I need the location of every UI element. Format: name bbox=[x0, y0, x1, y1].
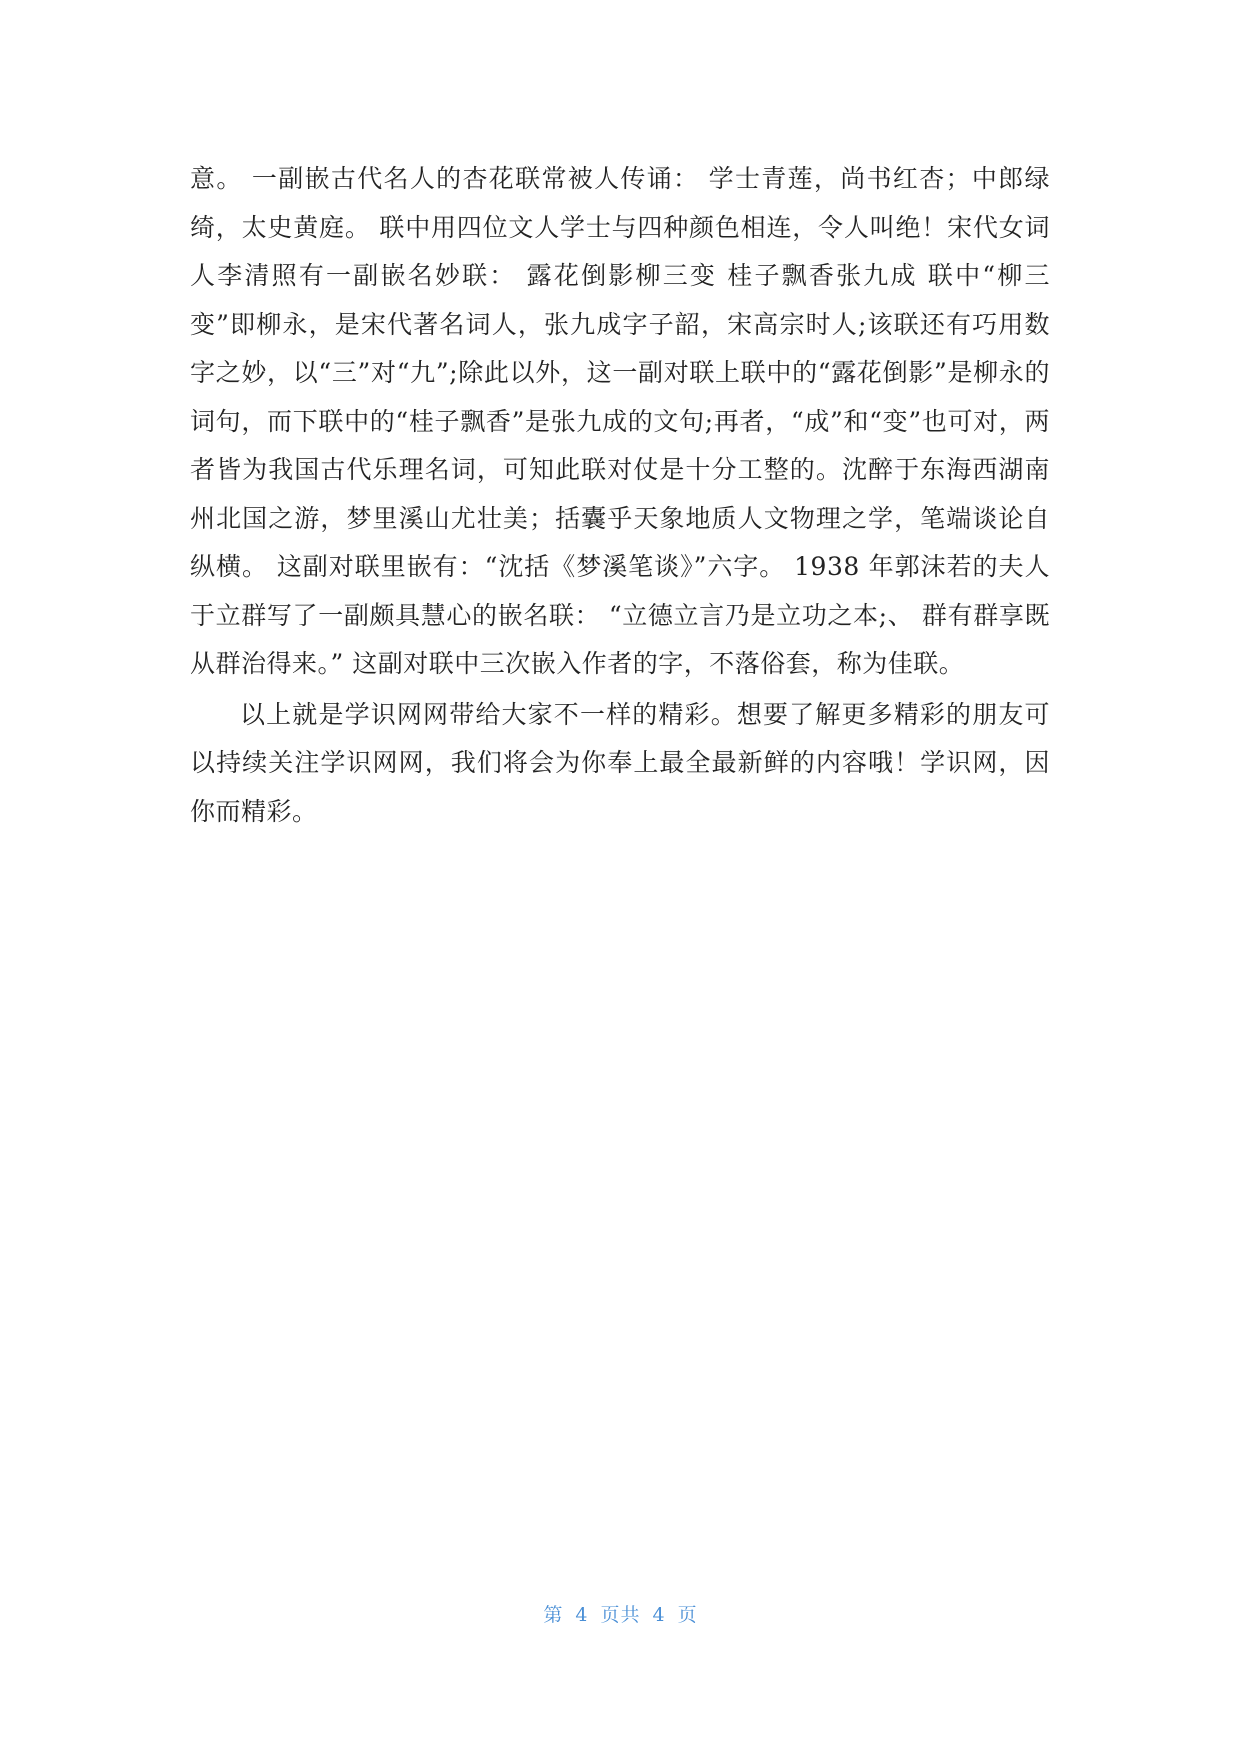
footer-label-page: 第 bbox=[543, 1604, 564, 1626]
footer-label-page-end: 页 bbox=[677, 1604, 698, 1626]
page-footer bbox=[0, 1600, 1241, 1627]
footer-label-page-of: 页共 bbox=[600, 1604, 641, 1626]
document-body bbox=[190, 155, 1050, 836]
body-paragraph-1: 意。 一副嵌古代名人的杏花联常被人传诵： 学士青莲，尚书红杏；中郎绿绮，太史黄庭。 联中用四位文人学士与四种颜色相连，令人叫绝！宋代女词人李清照有一副嵌名妙联： 露花倒影柳三变 桂子飘香张九成 联中“柳三变”即柳永，是宋代著名词人，张九成字子韶，宋高宗时人;该联还有巧用数字之妙，以“三”对“九”;除此以外，这一副对联上联中的“露花倒影”是柳永的词句，而下联中的“桂子飘香”是张九成的文句;再者，“成”和“变”也可对，两者皆为我国古代乐理名词，可知此联对仗是十分工整的。沈醉于东海西湖南州北国之游，梦里溪山尤壮美；括囊乎天象地质人文物理之学，笔端谈论自纵横。 这副对联里嵌有：“沈括《梦溪笔谈》”六字。 1938 年郭沫若的夫人于立群写了一副颇具慧心的嵌名联： “立德立言乃是立功之本;、 群有群享既从群治得来。” 这副对联中三次嵌入作者的字，不落俗套，称为佳联。 bbox=[190, 164, 1050, 678]
footer-total-pages: 4 bbox=[652, 1604, 666, 1626]
body-paragraph-2: 以上就是学识网网带给大家不一样的精彩。想要了解更多精彩的朋友可以持续关注学识网网，我们将会为你奉上最全最新鲜的内容哦！学识网，因你而精彩。 bbox=[190, 699, 1050, 826]
footer-current-page: 4 bbox=[575, 1604, 589, 1626]
